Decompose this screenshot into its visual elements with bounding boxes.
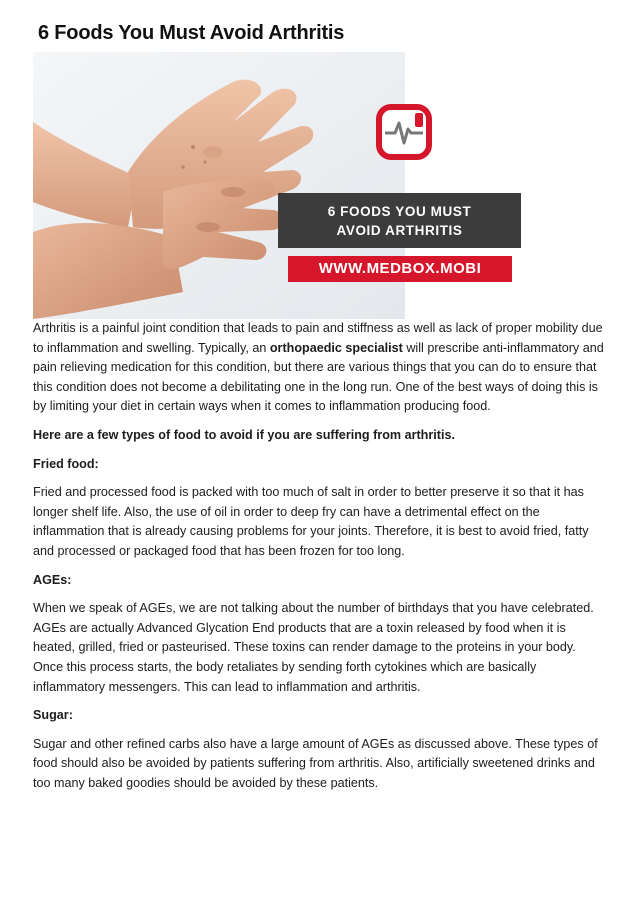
lead-heading: Here are a few types of food to avoid if you are suffering from arthritis. <box>33 427 455 442</box>
section-heading-sugar: Sugar: <box>33 708 73 723</box>
section-text-ages: When we speak of AGEs, we are not talking about the number of birthdays that you have celebrated. AGEs are actually Advanced Glycation End products that are a toxin released by food when it is heated, grilled, fried or pasteurised. These toxins can render damage to the proteins in your body. Once this process starts, the body retaliates by sending forth cytokines which are basically inflammatory messengers. This can lead to inflammation and arthritis. <box>33 601 594 694</box>
article-body <box>33 319 605 802</box>
intro-paragraph <box>33 319 605 417</box>
medbox-logo-icon <box>375 103 433 161</box>
intro-text-after: will prescribe anti-inflammatory and pain relieving medication for this condition, but there are various things that you can do to ensure that this condition does not become a debilitating one in the long run. One of the best ways of doing this is by limiting your diet in certain ways when it comes to inflammation producing food. <box>33 340 604 414</box>
section-text-fried-food: Fried and processed food is packed with too much of salt in order to better preserve it so that it has longer shelf life. Also, the use of oil in order to deep fry can have a detrimental effect on the inflammation that is already causing problems for your joints. Therefore, it is best to avoid fried, fatty and processed or packaged food that has been frozen for too long. <box>33 485 589 558</box>
banner-caption-line2: AVOID ARTHRITIS <box>336 222 463 238</box>
intro-text-before: Arthritis is a painful joint condition that leads to pain and stiffness as well as lack of proper mobility due to inflammation and swelling. Typically, an <box>33 321 603 355</box>
section-heading-fried-food: Fried food: <box>33 456 99 471</box>
banner-caption-line1: 6 FOODS YOU MUST <box>327 203 472 219</box>
section-heading-ages: AGEs: <box>33 572 72 587</box>
page-title: 6 Foods You Must Avoid Arthritis <box>38 22 345 44</box>
banner-caption <box>278 193 521 248</box>
banner-url: WWW.MEDBOX.MOBI <box>288 256 512 282</box>
section-text-sugar: Sugar and other refined carbs also have a large amount of AGEs as discussed above. These types of food should also be avoided by patients suffering from arthritis. Also, artificially sweetened drinks and too many baked goodies should be avoided by these patients. <box>33 736 598 790</box>
orthopaedic-specialist-link: orthopaedic specialist <box>269 340 403 355</box>
